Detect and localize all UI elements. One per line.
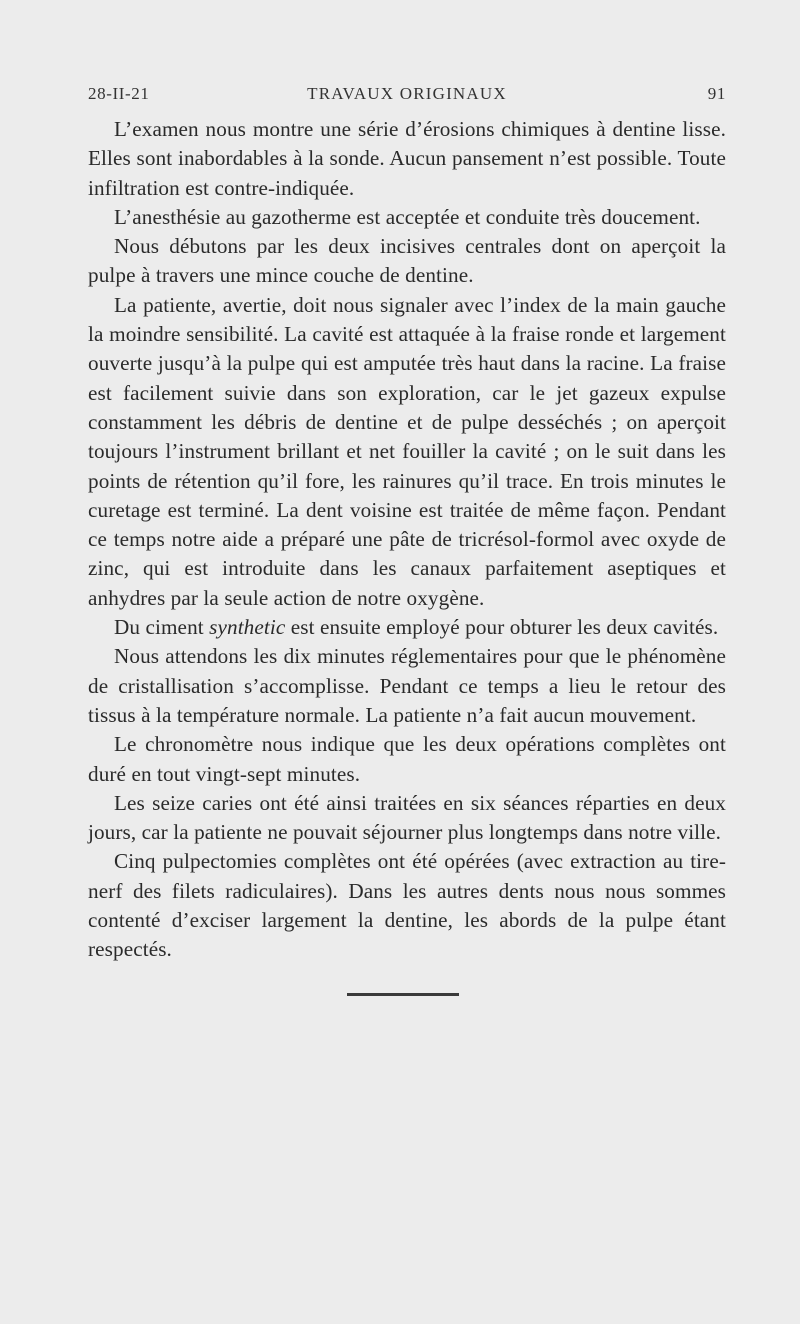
paragraph: Nous débutons par les deux incisives centrales dont on aperçoit la pulpe à travers une mince couche de dentine. bbox=[88, 234, 726, 288]
page-number: 91 bbox=[707, 84, 726, 103]
header-title: TRAVAUX ORIGINAUX bbox=[307, 84, 507, 103]
article-body bbox=[88, 115, 726, 965]
paragraph: La patiente, avertie, doit nous signaler avec l’index de la main gauche la moindre sensibilité. La cavité est attaquée à la fraise ronde et largement ouverte jusqu’à la pulpe qui est amputée très haut dans la racine. La fraise est facilement suivie dans son exploration, car le jet gazeux expulse constamment les débris de dentine et de pulpe desséchés ; on aperçoit toujours l’instrument brillant et net fouiller la cavité ; on le suit dans les points de rétention qu’il fore, les rainures qu’il trace. En trois minutes le curetage est terminé. La dent voisine est traitée de même façon. Pendant ce temps notre aide a préparé une pâte de tricrésol-formol avec oxyde de zinc, qui est introduite dans les canaux parfaitement aseptiques et anhydres par la seule action de notre oxygène. bbox=[88, 292, 726, 610]
header-date: 28-II-21 bbox=[88, 84, 150, 103]
paragraph: L’anesthésie au gazotherme est acceptée et conduite très doucement. bbox=[114, 204, 701, 229]
paragraph: Cinq pulpectomies complètes ont été opérées (avec extraction au tire-nerf des filets radiculaires). Dans les autres dents nous nous sommes contenté d’exciser largement la dentine, les abords de la pulpe étant respectés. bbox=[88, 849, 726, 962]
paragraph: Les seize caries ont été ainsi traitées en six séances réparties en deux jours, car la patiente ne pouvait séjourner plus longtemps dans notre ville. bbox=[88, 790, 726, 845]
italic-term: synthetic bbox=[209, 615, 286, 640]
paragraph: Le chronomètre nous indique que les deux opérations complètes ont duré en tout vingt-sept minutes. bbox=[88, 732, 726, 786]
paragraph-text: Du ciment bbox=[114, 615, 210, 640]
paragraph bbox=[88, 613, 726, 642]
paragraph-text: est ensuite employé pour obturer les deux cavités. bbox=[285, 615, 719, 640]
paragraph: L’examen nous montre une série d’érosions chimiques à dentine lisse. Elles sont inabordables à la sonde. Aucun pansement n’est possible. Toute infiltration est contre-indiquée. bbox=[88, 117, 726, 200]
paragraph: Nous attendons les dix minutes réglementaires pour que le phénomène de cristallisation s’accomplisse. Pendant ce temps a lieu le retour des tissus à la température normale. La patiente n’a fait aucun mouvement. bbox=[88, 644, 726, 727]
end-rule bbox=[347, 993, 459, 996]
running-header bbox=[88, 76, 726, 106]
